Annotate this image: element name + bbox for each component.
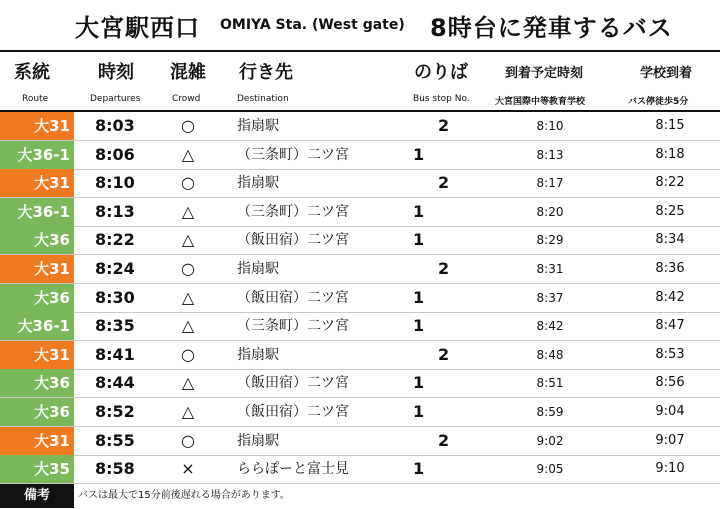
- bus-stop-number: 1: [413, 230, 425, 250]
- table-row: [0, 141, 720, 170]
- crowd-symbol: △: [181, 402, 195, 421]
- route-badge: 大36-1: [0, 141, 74, 169]
- header-stop: のりば: [414, 62, 468, 83]
- departure-time: 8:55: [95, 430, 135, 450]
- school-arrival-time: 8:53: [655, 346, 685, 362]
- header-school-sub: バス停徒歩5分: [628, 97, 689, 107]
- table-row: [0, 398, 720, 427]
- destination: （三条町）二ツ宮: [237, 318, 349, 335]
- table-row: [0, 455, 720, 484]
- departure-time: 8:41: [95, 344, 135, 364]
- header-arrival-sub: 大宮国際中等教育学校: [495, 97, 586, 107]
- destination: （飯田宿）二ツ宮: [237, 375, 349, 392]
- route-badge: 大36: [0, 398, 74, 426]
- arrival-time: 8:31: [536, 262, 564, 276]
- route-badge: 大31: [0, 112, 74, 140]
- crowd-symbol: △: [181, 144, 195, 164]
- bus-stop-number: 1: [413, 373, 425, 393]
- arrival-time: 9:05: [536, 462, 564, 477]
- header-stop-en: Bus stop No.: [413, 94, 470, 104]
- departure-time: 8:13: [95, 201, 135, 221]
- crowd-symbol: △: [181, 373, 195, 393]
- departure-time: 8:52: [95, 402, 135, 421]
- bus-stop-number: 1: [413, 316, 425, 336]
- departure-time: 8:44: [95, 373, 135, 393]
- departure-time: 8:58: [95, 459, 135, 479]
- crowd-symbol: ×: [181, 459, 195, 479]
- school-arrival-time: 8:47: [655, 318, 685, 334]
- crowd-symbol: △: [181, 287, 195, 307]
- departure-time: 8:30: [95, 287, 135, 307]
- table-row: [0, 427, 720, 456]
- school-arrival-time: 9:10: [655, 461, 685, 477]
- note-row: [0, 484, 720, 509]
- route-badge: 大36: [0, 369, 74, 397]
- arrival-time: 8:51: [536, 376, 564, 391]
- crowd-symbol: ○: [181, 344, 195, 364]
- departure-time: 8:24: [95, 259, 135, 278]
- arrival-time: 8:37: [536, 290, 564, 305]
- bus-stop-number: 2: [438, 259, 450, 278]
- school-arrival-time: 8:56: [655, 375, 685, 391]
- arrival-time: 8:59: [536, 405, 564, 419]
- bus-stop-number: 1: [413, 201, 425, 221]
- destination: 指扇駅: [237, 118, 279, 134]
- bus-stop-number: 2: [438, 344, 450, 364]
- crowd-symbol: △: [181, 201, 195, 221]
- destination: （飯田宿）二ツ宮: [237, 289, 349, 306]
- header-departure: 時刻: [98, 62, 134, 83]
- route-badge: 大35: [0, 455, 74, 483]
- crowd-symbol: △: [181, 316, 195, 336]
- school-arrival-time: 8:42: [655, 289, 685, 305]
- page-title: [0, 0, 720, 48]
- destination: （三条町）二ツ宮: [237, 203, 349, 220]
- route-badge: 大36: [0, 284, 74, 312]
- header-crowd-en: Crowd: [172, 94, 201, 104]
- destination: 指扇駅: [237, 346, 279, 363]
- crowd-symbol: ○: [181, 173, 195, 193]
- arrival-time: 8:20: [536, 204, 564, 219]
- header-route: 系統: [14, 62, 50, 83]
- header-school: 学校到着: [640, 66, 693, 81]
- school-arrival-time: 9:07: [655, 432, 685, 448]
- school-arrival-time: 8:34: [655, 232, 685, 248]
- bus-stop-number: 1: [413, 287, 425, 307]
- arrival-time: 8:13: [536, 147, 564, 162]
- route-badge: 大31: [0, 427, 74, 455]
- route-badge: 大31: [0, 341, 74, 369]
- destination: （飯田宿）二ツ宮: [237, 404, 349, 420]
- departure-time: 8:06: [95, 144, 135, 164]
- route-badge: 大31: [0, 255, 74, 283]
- route-badge: 大36-1: [0, 198, 74, 226]
- destination: （飯田宿）二ツ宮: [237, 232, 349, 249]
- table-row: [0, 312, 720, 341]
- departure-time: 8:22: [95, 230, 135, 250]
- header-arrival: 到着予定時刻: [505, 66, 584, 81]
- arrival-time: 8:48: [536, 347, 564, 362]
- table-row: [0, 198, 720, 227]
- crowd-symbol: ○: [181, 259, 195, 278]
- arrival-time: 9:02: [536, 433, 564, 448]
- note-text: バスは最大で15分前後遅れる場合があります。: [78, 490, 290, 501]
- arrival-time: 8:17: [536, 176, 564, 191]
- arrival-time: 8:10: [536, 119, 564, 133]
- school-arrival-time: 9:04: [655, 404, 685, 419]
- school-arrival-time: 8:18: [655, 146, 685, 162]
- table-header: [0, 52, 720, 110]
- table-row: [0, 369, 720, 398]
- departure-time: 8:03: [95, 116, 135, 135]
- route-badge: 大36-1: [0, 312, 74, 340]
- header-destination: 行き先: [239, 62, 293, 83]
- bus-stop-number: 1: [413, 402, 425, 421]
- destination: 指扇駅: [237, 432, 279, 449]
- destination: 指扇駅: [237, 175, 279, 192]
- table-row: [0, 284, 720, 313]
- bus-stop-number: 2: [438, 173, 450, 193]
- school-arrival-time: 8:25: [655, 203, 685, 219]
- bus-stop-number: 1: [413, 459, 425, 479]
- destination: 指扇駅: [237, 261, 279, 277]
- station-name: 大宮駅西口: [75, 14, 200, 42]
- table-row: [0, 112, 720, 141]
- bus-stop-number: 2: [438, 116, 450, 135]
- table-row: [0, 341, 720, 370]
- departure-time: 8:35: [95, 316, 135, 336]
- header-departure-en: Departures: [90, 94, 141, 104]
- station-name-en: OMIYA Sta. (West gate): [220, 17, 405, 33]
- departure-time: 8:10: [95, 173, 135, 193]
- timetable-subtitle: 8時台に発車するバス: [430, 14, 673, 42]
- table-row: [0, 169, 720, 198]
- school-arrival-time: 8:15: [655, 118, 685, 133]
- crowd-symbol: △: [181, 230, 195, 250]
- arrival-time: 8:29: [536, 233, 564, 248]
- header-route-en: Route: [22, 94, 49, 104]
- crowd-symbol: ○: [181, 116, 195, 135]
- route-badge: 大31: [0, 169, 74, 197]
- table-row: [0, 226, 720, 255]
- school-arrival-time: 8:22: [655, 175, 685, 191]
- arrival-time: 8:42: [536, 319, 564, 334]
- crowd-symbol: ○: [181, 430, 195, 450]
- route-badge: 大36: [0, 226, 74, 254]
- school-arrival-time: 8:36: [655, 261, 685, 276]
- note-label: 備考: [0, 484, 74, 508]
- bus-stop-number: 1: [413, 144, 425, 164]
- header-crowd: 混雑: [170, 62, 206, 83]
- destination: （三条町）二ツ宮: [237, 146, 349, 163]
- table-row: [0, 255, 720, 284]
- bus-stop-number: 2: [438, 430, 450, 450]
- header-destination-en: Destination: [237, 94, 289, 104]
- destination: ららぽーと富士見: [237, 461, 349, 478]
